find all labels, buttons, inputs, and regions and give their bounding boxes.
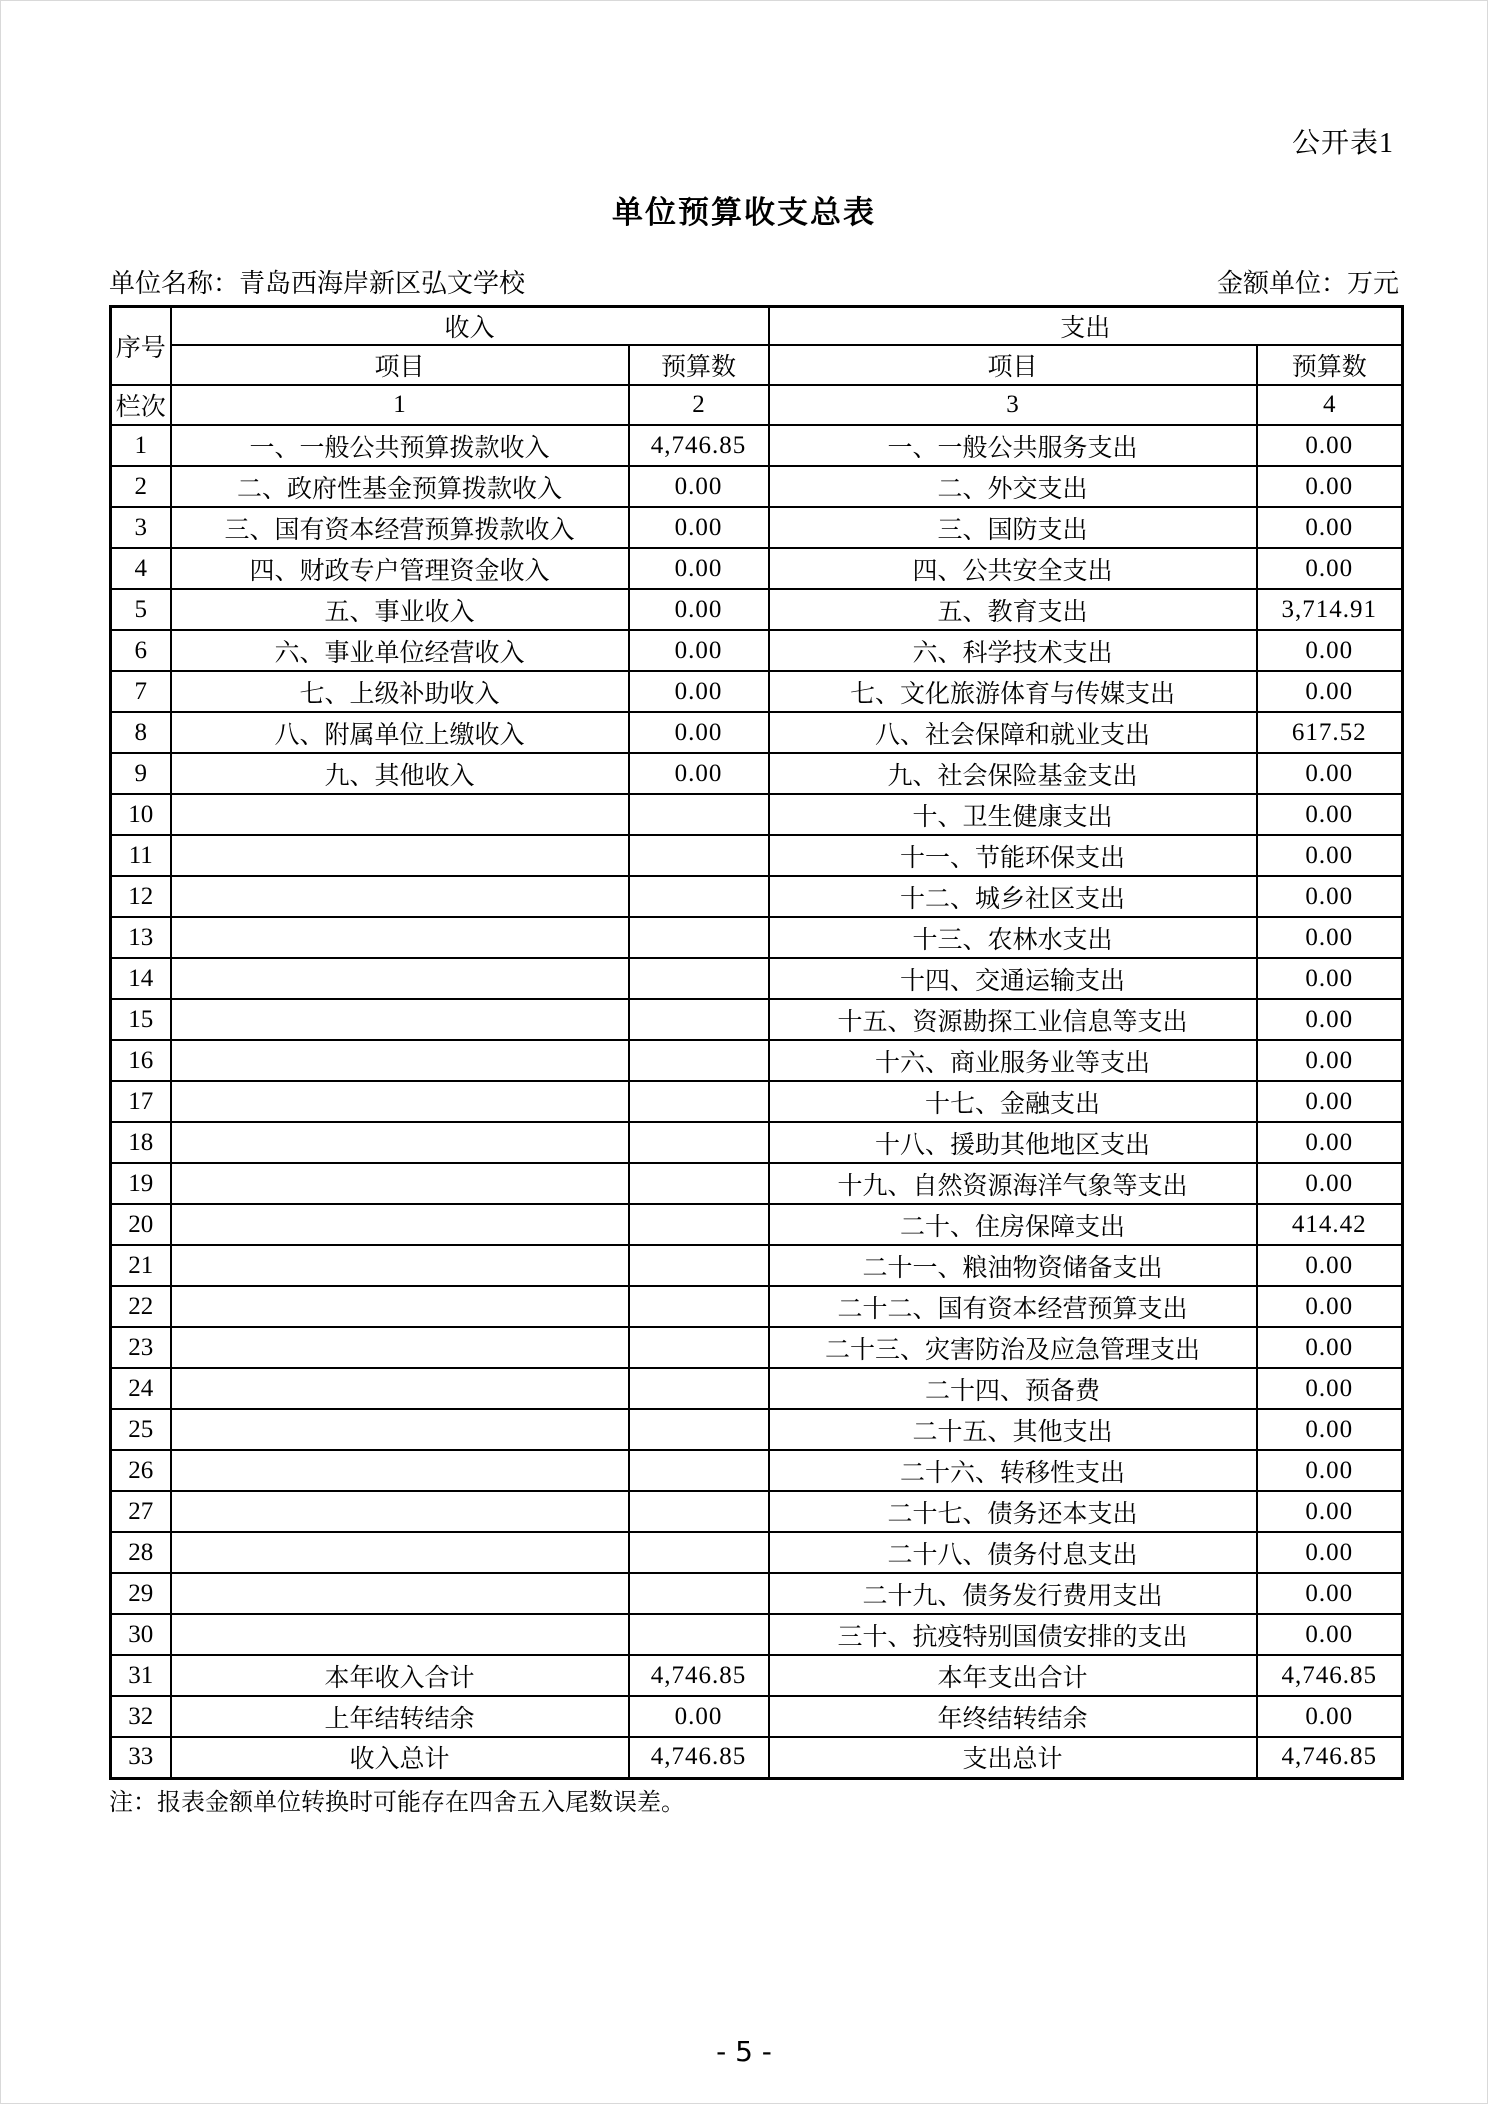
seq-cell: 24	[111, 1368, 171, 1409]
income-item-cell	[171, 1245, 629, 1286]
expense-item-cell: 二、外交支出	[769, 466, 1257, 507]
expense-value-cell: 0.00	[1257, 999, 1403, 1040]
table-row	[111, 1614, 1403, 1655]
seq-cell: 8	[111, 712, 171, 753]
expense-value-cell: 0.00	[1257, 1532, 1403, 1573]
income-item-cell: 五、事业收入	[171, 589, 629, 630]
expense-value-cell: 0.00	[1257, 753, 1403, 794]
header-col-4: 4	[1257, 385, 1403, 425]
income-value-cell	[629, 1614, 769, 1655]
budget-table	[109, 305, 1404, 1780]
seq-cell: 9	[111, 753, 171, 794]
income-item-cell: 二、政府性基金预算拨款收入	[171, 466, 629, 507]
table-row	[111, 630, 1403, 671]
income-value-cell	[629, 1368, 769, 1409]
table-row	[111, 835, 1403, 876]
income-value-cell: 0.00	[629, 671, 769, 712]
income-value-cell	[629, 1245, 769, 1286]
expense-value-cell: 0.00	[1257, 1409, 1403, 1450]
table-row	[111, 1450, 1403, 1491]
income-value-cell: 0.00	[629, 507, 769, 548]
income-item-cell	[171, 876, 629, 917]
seq-cell: 23	[111, 1327, 171, 1368]
seq-cell: 7	[111, 671, 171, 712]
expense-value-cell: 414.42	[1257, 1204, 1403, 1245]
header-expense-budget: 预算数	[1257, 345, 1403, 385]
income-value-cell	[629, 1532, 769, 1573]
income-value-cell: 4,746.85	[629, 425, 769, 466]
income-value-cell	[629, 876, 769, 917]
expense-item-cell: 四、公共安全支出	[769, 548, 1257, 589]
income-item-cell: 上年结转结余	[171, 1696, 629, 1737]
table-row	[111, 1409, 1403, 1450]
expense-item-cell: 二十五、其他支出	[769, 1409, 1257, 1450]
expense-value-cell: 0.00	[1257, 1040, 1403, 1081]
expense-item-cell: 二十一、粮油物资储备支出	[769, 1245, 1257, 1286]
income-value-cell	[629, 958, 769, 999]
income-item-cell	[171, 1409, 629, 1450]
expense-item-cell: 本年支出合计	[769, 1655, 1257, 1696]
income-item-cell	[171, 1450, 629, 1491]
table-row	[111, 1368, 1403, 1409]
income-value-cell: 0.00	[629, 589, 769, 630]
income-item-cell	[171, 1327, 629, 1368]
expense-value-cell: 0.00	[1257, 671, 1403, 712]
table-row	[111, 1040, 1403, 1081]
table-row	[111, 1122, 1403, 1163]
expense-value-cell: 0.00	[1257, 1245, 1403, 1286]
expense-item-cell: 七、文化旅游体育与传媒支出	[769, 671, 1257, 712]
table-row	[111, 1081, 1403, 1122]
expense-value-cell: 0.00	[1257, 794, 1403, 835]
income-item-cell	[171, 1491, 629, 1532]
income-value-cell	[629, 999, 769, 1040]
expense-item-cell: 十六、商业服务业等支出	[769, 1040, 1257, 1081]
income-item-cell	[171, 958, 629, 999]
expense-value-cell: 0.00	[1257, 1491, 1403, 1532]
income-value-cell	[629, 1327, 769, 1368]
expense-value-cell: 0.00	[1257, 1614, 1403, 1655]
seq-cell: 14	[111, 958, 171, 999]
seq-cell: 17	[111, 1081, 171, 1122]
expense-item-cell: 二十七、债务还本支出	[769, 1491, 1257, 1532]
expense-item-cell: 二十八、债务付息支出	[769, 1532, 1257, 1573]
table-row	[111, 1327, 1403, 1368]
expense-value-cell: 617.52	[1257, 712, 1403, 753]
seq-cell: 26	[111, 1450, 171, 1491]
seq-cell: 25	[111, 1409, 171, 1450]
income-item-cell	[171, 1204, 629, 1245]
income-value-cell	[629, 1081, 769, 1122]
table-row	[111, 712, 1403, 753]
expense-item-cell: 三、国防支出	[769, 507, 1257, 548]
expense-value-cell: 0.00	[1257, 1450, 1403, 1491]
expense-item-cell: 十五、资源勘探工业信息等支出	[769, 999, 1257, 1040]
expense-value-cell: 0.00	[1257, 1327, 1403, 1368]
income-item-cell: 本年收入合计	[171, 1655, 629, 1696]
expense-value-cell: 0.00	[1257, 1696, 1403, 1737]
expense-item-cell: 十三、农林水支出	[769, 917, 1257, 958]
header-row-columns	[111, 345, 1403, 385]
income-value-cell	[629, 1450, 769, 1491]
seq-cell: 1	[111, 425, 171, 466]
income-value-cell: 0.00	[629, 548, 769, 589]
table-row	[111, 917, 1403, 958]
income-item-cell: 六、事业单位经营收入	[171, 630, 629, 671]
expense-item-cell: 二十六、转移性支出	[769, 1450, 1257, 1491]
expense-item-cell: 十二、城乡社区支出	[769, 876, 1257, 917]
header-row-lanci	[111, 385, 1403, 425]
income-item-cell: 收入总计	[171, 1737, 629, 1778]
expense-value-cell: 0.00	[1257, 466, 1403, 507]
seq-cell: 18	[111, 1122, 171, 1163]
table-row	[111, 1573, 1403, 1614]
info-line	[109, 263, 1399, 300]
income-item-cell	[171, 794, 629, 835]
table-row	[111, 1696, 1403, 1737]
seq-cell: 29	[111, 1573, 171, 1614]
income-item-cell	[171, 835, 629, 876]
income-item-cell	[171, 1081, 629, 1122]
header-income-item: 项目	[171, 345, 629, 385]
income-item-cell	[171, 1122, 629, 1163]
seq-cell: 4	[111, 548, 171, 589]
income-value-cell	[629, 1573, 769, 1614]
seq-cell: 30	[111, 1614, 171, 1655]
seq-cell: 11	[111, 835, 171, 876]
income-value-cell: 0.00	[629, 466, 769, 507]
seq-cell: 22	[111, 1286, 171, 1327]
expense-item-cell: 一、一般公共服务支出	[769, 425, 1257, 466]
table-row	[111, 1204, 1403, 1245]
seq-cell: 2	[111, 466, 171, 507]
table-row	[111, 1532, 1403, 1573]
expense-item-cell: 二十四、预备费	[769, 1368, 1257, 1409]
income-item-cell	[171, 1532, 629, 1573]
table-row	[111, 425, 1403, 466]
expense-item-cell: 二十、住房保障支出	[769, 1204, 1257, 1245]
header-row-sections	[111, 307, 1403, 346]
expense-value-cell: 0.00	[1257, 425, 1403, 466]
seq-cell: 32	[111, 1696, 171, 1737]
expense-value-cell: 0.00	[1257, 958, 1403, 999]
seq-cell: 12	[111, 876, 171, 917]
header-col-2: 2	[629, 385, 769, 425]
table-row	[111, 1491, 1403, 1532]
header-col-3: 3	[769, 385, 1257, 425]
corner-label: 公开表1	[1291, 128, 1394, 159]
expense-item-cell: 十七、金融支出	[769, 1081, 1257, 1122]
seq-cell: 21	[111, 1245, 171, 1286]
table-header	[111, 307, 1403, 426]
income-item-cell	[171, 1286, 629, 1327]
income-item-cell	[171, 1368, 629, 1409]
income-value-cell	[629, 1491, 769, 1532]
header-seq: 序号	[111, 307, 171, 386]
income-item-cell	[171, 999, 629, 1040]
table-row	[111, 753, 1403, 794]
table-row	[111, 876, 1403, 917]
expense-value-cell: 0.00	[1257, 1122, 1403, 1163]
income-value-cell	[629, 917, 769, 958]
header-income-budget: 预算数	[629, 345, 769, 385]
expense-item-cell: 二十九、债务发行费用支出	[769, 1573, 1257, 1614]
table-row	[111, 1655, 1403, 1696]
table-row	[111, 466, 1403, 507]
expense-item-cell: 十、卫生健康支出	[769, 794, 1257, 835]
expense-value-cell: 4,746.85	[1257, 1737, 1403, 1778]
seq-cell: 15	[111, 999, 171, 1040]
income-item-cell: 九、其他收入	[171, 753, 629, 794]
expense-item-cell: 二十二、国有资本经营预算支出	[769, 1286, 1257, 1327]
seq-cell: 3	[111, 507, 171, 548]
expense-value-cell: 0.00	[1257, 507, 1403, 548]
expense-item-cell: 二十三、灾害防治及应急管理支出	[769, 1327, 1257, 1368]
income-item-cell: 八、附属单位上缴收入	[171, 712, 629, 753]
income-value-cell	[629, 1163, 769, 1204]
expense-item-cell: 九、社会保险基金支出	[769, 753, 1257, 794]
header-expense: 支出	[769, 307, 1403, 346]
expense-item-cell: 六、科学技术支出	[769, 630, 1257, 671]
expense-item-cell: 八、社会保障和就业支出	[769, 712, 1257, 753]
expense-item-cell: 十八、援助其他地区支出	[769, 1122, 1257, 1163]
expense-item-cell: 十九、自然资源海洋气象等支出	[769, 1163, 1257, 1204]
expense-value-cell: 0.00	[1257, 1286, 1403, 1327]
income-item-cell	[171, 917, 629, 958]
income-value-cell	[629, 1122, 769, 1163]
expense-item-cell: 支出总计	[769, 1737, 1257, 1778]
seq-cell: 5	[111, 589, 171, 630]
seq-cell: 16	[111, 1040, 171, 1081]
expense-value-cell: 4,746.85	[1257, 1655, 1403, 1696]
seq-cell: 33	[111, 1737, 171, 1778]
income-item-cell: 四、财政专户管理资金收入	[171, 548, 629, 589]
income-value-cell	[629, 835, 769, 876]
income-value-cell: 0.00	[629, 753, 769, 794]
expense-value-cell: 0.00	[1257, 835, 1403, 876]
table-row	[111, 1163, 1403, 1204]
income-value-cell	[629, 794, 769, 835]
expense-value-cell: 0.00	[1257, 917, 1403, 958]
amount-unit-label: 金额单位：万元	[1216, 269, 1399, 298]
seq-cell: 20	[111, 1204, 171, 1245]
table-row	[111, 1245, 1403, 1286]
table-row	[111, 1737, 1403, 1778]
table-row	[111, 671, 1403, 712]
page-number: - 5 -	[716, 2035, 772, 2068]
income-value-cell: 4,746.85	[629, 1737, 769, 1778]
expense-value-cell: 0.00	[1257, 876, 1403, 917]
income-value-cell: 0.00	[629, 1696, 769, 1737]
income-value-cell	[629, 1286, 769, 1327]
income-item-cell: 三、国有资本经营预算拨款收入	[171, 507, 629, 548]
expense-item-cell: 五、教育支出	[769, 589, 1257, 630]
header-lanci: 栏次	[111, 385, 171, 425]
income-item-cell: 七、上级补助收入	[171, 671, 629, 712]
income-item-cell	[171, 1614, 629, 1655]
table-row	[111, 548, 1403, 589]
header-col-1: 1	[171, 385, 629, 425]
income-item-cell	[171, 1040, 629, 1081]
expense-value-cell: 0.00	[1257, 1163, 1403, 1204]
income-value-cell: 4,746.85	[629, 1655, 769, 1696]
table-row	[111, 507, 1403, 548]
seq-cell: 10	[111, 794, 171, 835]
income-value-cell	[629, 1409, 769, 1450]
seq-cell: 27	[111, 1491, 171, 1532]
page-title: 单位预算收支总表	[612, 195, 876, 230]
footnote: 注：报表金额单位转换时可能存在四舍五入尾数误差。	[109, 1790, 685, 1816]
expense-item-cell: 年终结转结余	[769, 1696, 1257, 1737]
expense-value-cell: 0.00	[1257, 630, 1403, 671]
seq-cell: 31	[111, 1655, 171, 1696]
header-expense-item: 项目	[769, 345, 1257, 385]
table-row	[111, 999, 1403, 1040]
income-value-cell	[629, 1204, 769, 1245]
table-body	[111, 425, 1403, 1778]
seq-cell: 19	[111, 1163, 171, 1204]
expense-item-cell: 十四、交通运输支出	[769, 958, 1257, 999]
expense-value-cell: 0.00	[1257, 1081, 1403, 1122]
expense-item-cell: 三十、抗疫特别国债安排的支出	[769, 1614, 1257, 1655]
income-value-cell: 0.00	[629, 630, 769, 671]
income-item-cell: 一、一般公共预算拨款收入	[171, 425, 629, 466]
income-value-cell: 0.00	[629, 712, 769, 753]
expense-value-cell: 0.00	[1257, 1573, 1403, 1614]
header-income: 收入	[171, 307, 769, 346]
table-row	[111, 794, 1403, 835]
unit-name-label: 单位名称：青岛西海岸新区弘文学校	[109, 269, 526, 298]
table-row	[111, 589, 1403, 630]
expense-value-cell: 0.00	[1257, 1368, 1403, 1409]
table-row	[111, 1286, 1403, 1327]
expense-item-cell: 十一、节能环保支出	[769, 835, 1257, 876]
income-item-cell	[171, 1163, 629, 1204]
expense-value-cell: 3,714.91	[1257, 589, 1403, 630]
table-row	[111, 958, 1403, 999]
seq-cell: 13	[111, 917, 171, 958]
income-item-cell	[171, 1573, 629, 1614]
expense-value-cell: 0.00	[1257, 548, 1403, 589]
seq-cell: 6	[111, 630, 171, 671]
seq-cell: 28	[111, 1532, 171, 1573]
income-value-cell	[629, 1040, 769, 1081]
